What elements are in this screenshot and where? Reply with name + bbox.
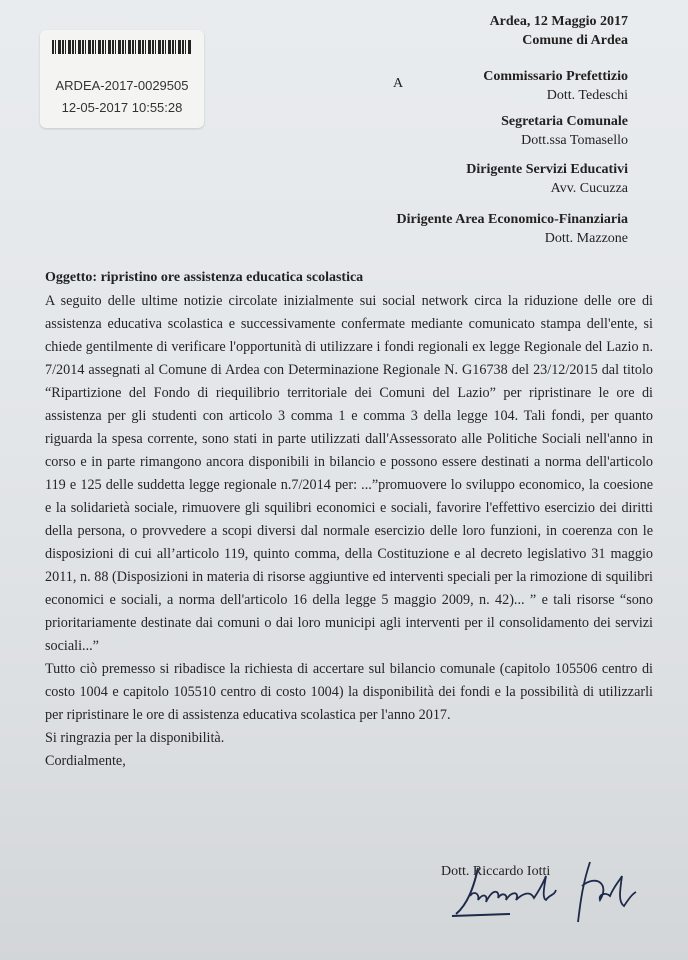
thanks-line: Si ringrazia per la disponibilità. (45, 730, 225, 746)
to-marker: A (393, 76, 404, 91)
place-date: Ardea, 12 Maggio 2017 (489, 14, 628, 29)
body-paragraph: Tutto ciò premesso si ribadisce la richiesta di accertare sul bilancio comunale (capitolo 105506 centro di costo 1004 e capitolo 105510 centro di costo 1004) la disponibilità dei fondi e la possibilità di utilizzarli per ripristinare le ore di assistenza educativa scolastica per l'anno 2017. (45, 661, 653, 723)
protocol-datetime: 12-05-2017 10:55:28 (61, 100, 183, 115)
protocol-sticker (40, 30, 204, 128)
subject-line: Oggetto: ripristino ore assistenza educatica scolastica (45, 270, 364, 285)
closing-line: Cordialmente, (45, 753, 126, 769)
signatory-name: Dott. Riccardo Iotti (441, 864, 551, 879)
protocol-number: ARDEA-2017-0029505 (55, 78, 189, 93)
barcode-icon (52, 40, 192, 54)
recipient-name: Dott. Tedeschi (546, 88, 628, 103)
recipient-role: Dirigente Area Economico-Finanziaria (396, 212, 628, 227)
letter-body (45, 290, 653, 773)
recipient-name: Dott. Mazzone (544, 231, 628, 246)
recipient-role: Dirigente Servizi Educativi (466, 162, 628, 177)
recipient-role: Commissario Prefettizio (483, 69, 628, 84)
sender: Comune di Ardea (522, 33, 628, 48)
recipient-name: Dott.ssa Tomasello (521, 133, 628, 148)
recipient-name: Avv. Cucuzza (550, 181, 628, 196)
body-paragraph: A seguito delle ultime notizie circolate inizialmente sui social network circa la riduzione delle ore di assistenza educativa scolastica e successivamente confermate mediante comunicato stampa dell'ente, si chiede gentilmente di verificare l'opportunità di utilizzare i fondi regionali ex legge Regionale del Lazio n. 7/2014 assegnati al Comune di Ardea con Determinazione Regionale N. G16738 del 23/12/2015 dal titolo “Ripartizione del Fondo di riequilibrio territoriale dei Comuni del Lazio” per ripristinare le ore di assistenza per gli studenti con articolo 3 comma 1 e comma 3 della legge 104. Tali fondi, per quanto riguarda la spesa corrente, sono stati in parte utilizzati dall'Assessorato alle Politiche Sociali nell'anno in corso e in parte rimangono ancora disponibili in bilancio e possono essere destinati a norma dell'articolo 119 e 125 delle suddetta legge regionale n.7/2014 per: ...”promuovere lo sviluppo economico, la coesione e la solidarietà sociale, rimuovere gli squilibri economici e sociali, favorire l'effettivo esercizio dei diritti della persona, o provvedere a scopi diversi dal normale esercizio delle loro funzioni, in coerenza con le disposizioni di cui all’articolo 119, quinto comma, della Costituzione e al decreto legislativo 31 maggio 2011, n. 88 (Disposizioni in materia di risorse aggiuntive ed interventi speciali per la rimozione di squilibri economici e sociali, a norma dell'articolo 16 della legge 5 maggio 2009, n. 42)... ” e tali risorse “sono prioritariamente destinate dai comuni o dai loro municipi agli interventi per il consolidamento dei servizi sociali...” (45, 293, 653, 654)
recipient-role: Segretaria Comunale (501, 114, 628, 129)
handwritten-signature (450, 856, 640, 926)
